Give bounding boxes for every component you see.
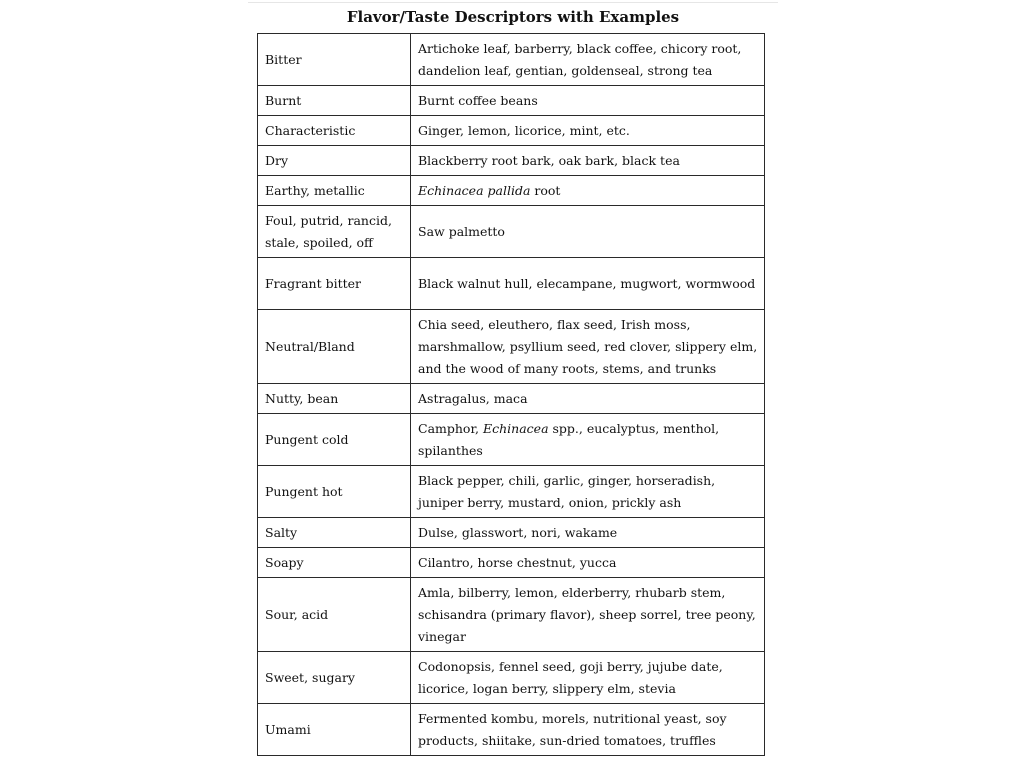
- table-row: [258, 578, 765, 652]
- examples-text: Astragalus, maca: [418, 390, 528, 406]
- examples-cell: [411, 176, 765, 206]
- table-row: [258, 518, 765, 548]
- examples-text: Codonopsis, fennel seed, goji berry, jujube date, licorice, logan berry, slippery elm, stevia: [418, 658, 723, 696]
- table-row: [258, 548, 765, 578]
- table-row: [258, 414, 765, 466]
- examples-text: Saw palmetto: [418, 223, 505, 239]
- descriptor-cell: Fragrant bitter: [258, 258, 411, 310]
- descriptor-cell: Bitter: [258, 34, 411, 86]
- table-row: [258, 258, 765, 310]
- table-row: [258, 176, 765, 206]
- table-row: [258, 384, 765, 414]
- descriptor-cell: Earthy, metallic: [258, 176, 411, 206]
- examples-text: root: [530, 182, 561, 198]
- descriptor-cell: Characteristic: [258, 116, 411, 146]
- descriptor-cell: Umami: [258, 704, 411, 756]
- descriptor-cell: Burnt: [258, 86, 411, 116]
- descriptor-cell: Foul, putrid, rancid, stale, spoiled, off: [258, 206, 411, 258]
- examples-cell: [411, 310, 765, 384]
- examples-text-italic: Echinacea: [483, 420, 549, 436]
- descriptor-cell: Salty: [258, 518, 411, 548]
- examples-text: spp., eucalyptus, menthol, spilanthes: [418, 420, 720, 458]
- examples-cell: [411, 414, 765, 466]
- descriptor-cell: Neutral/Bland: [258, 310, 411, 384]
- examples-text: Cilantro, horse chestnut, yucca: [418, 554, 617, 570]
- examples-text: Dulse, glasswort, nori, wakame: [418, 524, 618, 540]
- table-row: [258, 704, 765, 756]
- examples-cell: [411, 116, 765, 146]
- examples-text: Burnt coffee beans: [418, 92, 538, 108]
- examples-cell: [411, 548, 765, 578]
- examples-cell: [411, 384, 765, 414]
- examples-text: Ginger, lemon, licorice, mint, etc.: [418, 122, 630, 138]
- descriptor-cell: Pungent hot: [258, 466, 411, 518]
- top-divider: [248, 2, 778, 3]
- descriptor-cell: Sweet, sugary: [258, 652, 411, 704]
- examples-cell: [411, 34, 765, 86]
- examples-cell: [411, 146, 765, 176]
- examples-cell: [411, 704, 765, 756]
- examples-text: Black pepper, chili, garlic, ginger, horseradish, juniper berry, mustard, onion, prickly ash: [418, 472, 716, 510]
- descriptor-cell: Pungent cold: [258, 414, 411, 466]
- descriptor-cell: Soapy: [258, 548, 411, 578]
- examples-cell: [411, 466, 765, 518]
- examples-cell: [411, 578, 765, 652]
- table-row: [258, 466, 765, 518]
- examples-cell: [411, 86, 765, 116]
- examples-cell: [411, 652, 765, 704]
- examples-text: Black walnut hull, elecampane, mugwort, wormwood: [418, 275, 756, 291]
- table-row: [258, 206, 765, 258]
- examples-text: Camphor,: [418, 420, 483, 436]
- flavor-descriptor-table: [257, 33, 765, 756]
- descriptor-cell: Nutty, bean: [258, 384, 411, 414]
- table-row: [258, 116, 765, 146]
- table-row: [258, 310, 765, 384]
- table-body: [258, 34, 765, 756]
- examples-text: Fermented kombu, morels, nutritional yeast, soy products, shiitake, sun-dried tomatoes, truffles: [418, 710, 727, 748]
- table-row: [258, 34, 765, 86]
- descriptor-cell: Sour, acid: [258, 578, 411, 652]
- examples-text: Amla, bilberry, lemon, elderberry, rhubarb stem, schisandra (primary flavor), sheep sorrel, tree peony, vinegar: [418, 584, 756, 644]
- examples-cell: [411, 518, 765, 548]
- table-row: [258, 86, 765, 116]
- descriptor-cell: Dry: [258, 146, 411, 176]
- table-row: [258, 146, 765, 176]
- examples-text: Artichoke leaf, barberry, black coffee, chicory root, dandelion leaf, gentian, goldenseal, strong tea: [418, 40, 742, 78]
- examples-cell: [411, 258, 765, 310]
- table-row: [258, 652, 765, 704]
- examples-text: Chia seed, eleuthero, flax seed, Irish moss, marshmallow, psyllium seed, red clover, slippery elm, and the wood of many roots, stems, and trunks: [418, 316, 758, 376]
- examples-text-italic: Echinacea pallida: [418, 182, 531, 198]
- examples-text: Blackberry root bark, oak bark, black tea: [418, 152, 680, 168]
- table-title: Flavor/Taste Descriptors with Examples: [346, 8, 680, 26]
- examples-cell: [411, 206, 765, 258]
